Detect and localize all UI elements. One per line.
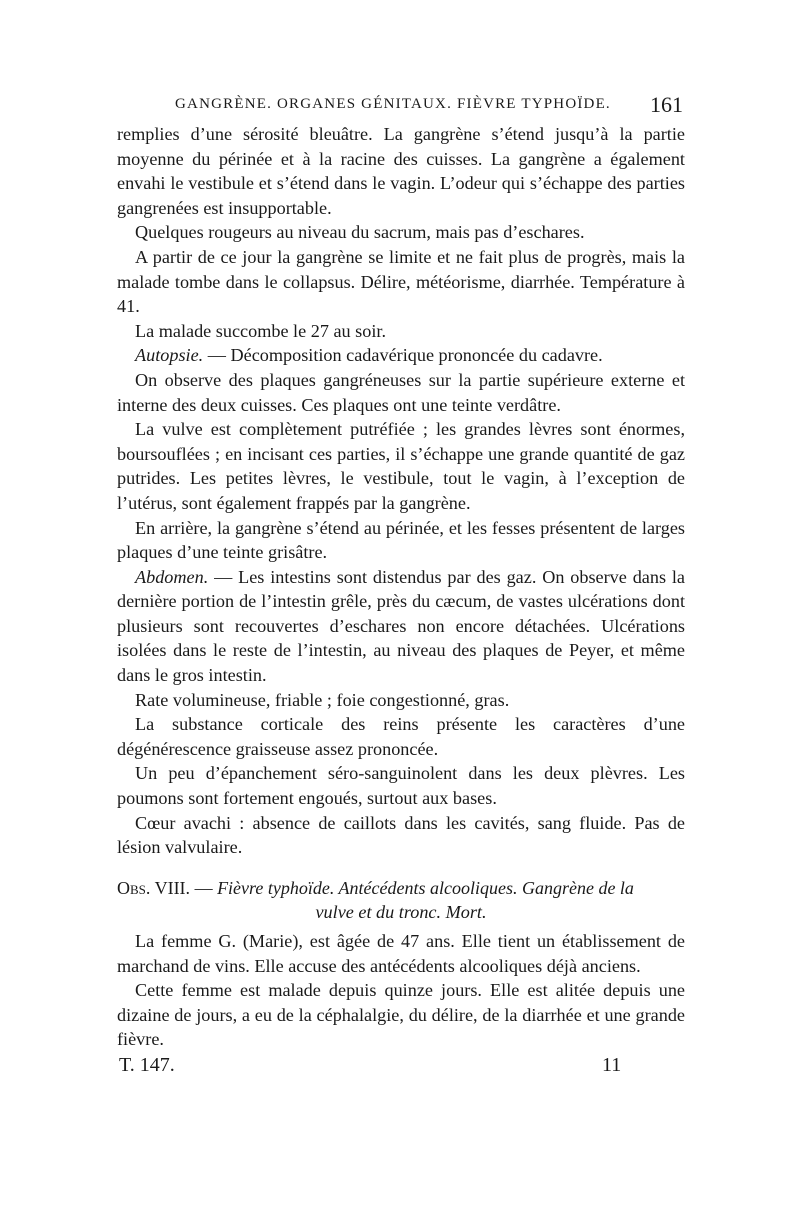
paragraph: La femme G. (Marie), est âgée de 47 ans. Elle tient un établissement de marchand de vins. Elle accuse des antécédents alcooliques déjà anciens. [117,931,685,976]
paragraph: remplies d’une sérosité bleuâtre. La gangrène s’étend jusqu’à la partie moyenne du périnée et à la racine des cuisses. La gangrène a également envahi le vestibule et s’étend dans le vagin. L’odeur qui s’échappe des parties gangrenées est insupportable. [117,124,685,218]
abdomen-text: — Les intestins sont distendus par des gaz. On observe dans la dernière portion de l’intestin grêle, près du cæcum, de vastes ulcérations dont plusieurs sont recouvertes d’eschares non encore détachées. Ulcérations isolées dans le reste de l’intestin, au niveau des plaques de Peyer, et même dans le gros intestin. [117,566,685,686]
paragraph: Un peu d’épanchement séro-sanguinolent dans les deux plèvres. Les poumons sont fortement engoués, surtout aux bases. [117,763,685,809]
observation-heading [117,876,685,901]
book-page [117,92,685,1084]
paragraph: Rate volumineuse, friable ; foie congestionné, gras. [135,689,510,710]
paragraph: En arrière, la gangrène s’étend au périnée, et les fesses présentent de larges plaques d’une teinte grisâtre. [117,517,685,563]
observation-dash: — [190,877,218,898]
paragraph: Cœur avachi : absence de caillots dans les cavités, sang fluide. Pas de lésion valvulaire. [117,812,685,858]
autopsy-paragraph [117,343,685,368]
paragraph: Quelques rougeurs au niveau du sacrum, mais pas d’eschares. [135,222,585,243]
autopsy-label: Autopsie. [135,345,204,366]
page-number: 161 [650,92,683,117]
body-text [117,122,685,1052]
observation-title-line2: vulve et du tronc. Mort. [315,902,487,923]
abdomen-label: Abdomen. [135,566,209,587]
observation-label: Obs. VIII. [117,877,191,898]
page-footer [117,1054,685,1084]
autopsy-text: — Décomposition cadavérique prononcée du cadavre. [203,345,603,366]
page-header [117,92,685,122]
abdomen-paragraph [117,565,685,688]
paragraph: La vulve est complètement putréfiée ; les grandes lèvres sont énormes, boursouflées ; en incisant ces parties, il s’échappe une grande quantité de gaz putrides. Les petites lèvres, le vestibule, tout le vagin, à l’exception de l’utérus, sont également frappés par la gangrène. [117,419,685,513]
running-title: GANGRÈNE. ORGANES GÉNITAUX. FIÈVRE TYPHOÏDE. [175,96,611,112]
paragraph: A partir de ce jour la gangrène se limite et ne fait plus de progrès, mais la malade tombe dans le collapsus. Délire, météorisme, diarrhée. Température à 41. [117,246,685,317]
signature-mark: T. 147. [119,1053,175,1076]
paragraph: La malade succombe le 27 au soir. [135,320,387,341]
paragraph: Cette femme est malade depuis quinze jours. Elle est alitée depuis une dizaine de jours, a eu de la céphalalgie, du délire, de la diarrhée et une grande fièvre. [117,980,685,1050]
paragraph: La substance corticale des reins présente les caractères d’une dégénérescence graisseuse assez prononcée. [117,714,685,759]
paragraph: On observe des plaques gangréneuses sur la partie supérieure externe et interne des deux cuisses. Ces plaques ont une teinte verdâtre. [117,369,685,415]
sheet-number: 11 [602,1053,622,1076]
observation-title-line1: Fièvre typhoïde. Antécédents alcooliques. Gangrène de la [217,877,634,898]
